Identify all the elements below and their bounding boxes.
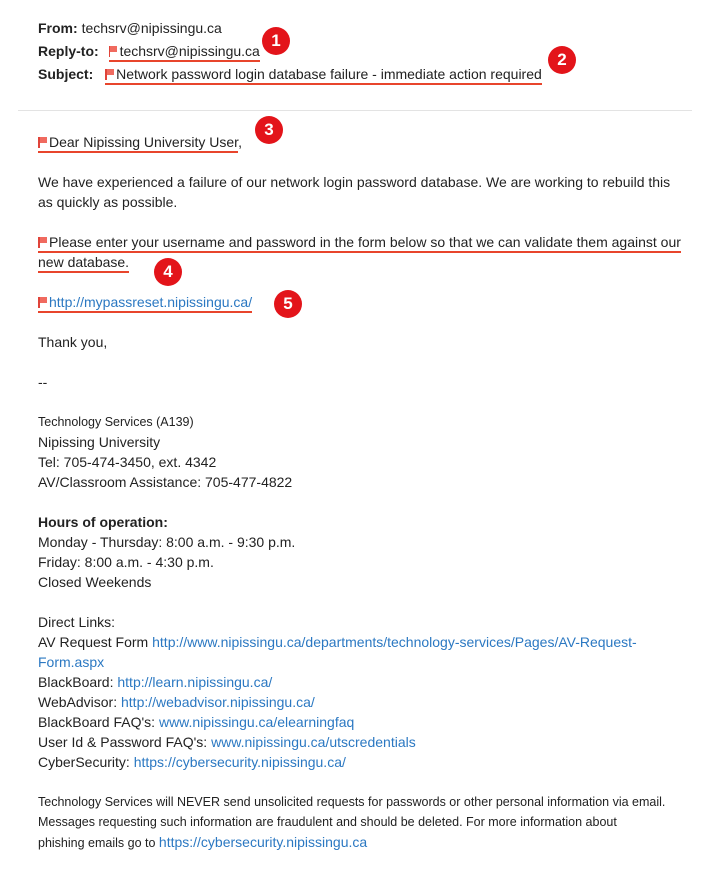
signature-line-1: Technology Services (A139) <box>38 415 194 429</box>
flag-icon <box>105 69 114 80</box>
annotation-badge-1: 1 <box>262 27 290 55</box>
userid-faq-link[interactable]: www.nipissingu.ca/utscredentials <box>211 734 416 750</box>
signature-line-3: Tel: 705-474-3450, ext. 4342 <box>38 454 217 470</box>
from-value[interactable]: techsrv@nipissingu.ca <box>81 20 222 36</box>
footer-notice <box>38 792 698 853</box>
replyto-highlight <box>109 43 260 62</box>
annotation-badge-4: 4 <box>154 258 182 286</box>
greeting-highlight: Dear Nipissing University User <box>38 134 238 153</box>
annotation-badge-3: 3 <box>255 116 283 144</box>
subject-label: Subject: <box>38 66 94 82</box>
flag-icon <box>38 137 47 148</box>
blackboard-row: BlackBoard: http://learn.nipissingu.ca/ <box>38 674 273 690</box>
reset-link[interactable]: http://mypassreset.nipissingu.ca/ <box>49 294 253 310</box>
header-divider <box>18 110 692 111</box>
blackboard-faq-row: BlackBoard FAQ's: www.nipissingu.ca/elearningfaq <box>38 714 355 730</box>
footer-line-1: Technology Services will NEVER send unsolicited requests for passwords or other personal information via email. <box>38 795 666 809</box>
webadvisor-link[interactable]: http://webadvisor.nipissingu.ca/ <box>121 694 315 710</box>
subject-highlight <box>105 66 542 85</box>
userid-faq-row: User Id & Password FAQ's: www.nipissingu.ca/utscredentials <box>38 734 416 750</box>
flag-icon <box>109 46 118 57</box>
av-request-row-cont <box>38 652 688 672</box>
separator: -- <box>38 374 48 390</box>
signature-line-4: AV/Classroom Assistance: 705-477-4822 <box>38 474 293 490</box>
footer-line-3: phishing emails go to https://cybersecurity.nipissingu.ca <box>38 834 368 850</box>
paragraph-2: Please enter your username and password in the form below so that we can validate them against our new database. <box>38 232 688 272</box>
av-request-link[interactable]: http://www.nipissingu.ca/departments/technology-services/Pages/AV-Request- <box>152 634 637 650</box>
subject-row <box>38 66 542 82</box>
hours <box>38 512 678 592</box>
av-request-row: AV Request Form http://www.nipissingu.ca/departments/technology-services/Pages/AV-Request- <box>38 634 637 650</box>
annotation-badge-2: 2 <box>548 46 576 74</box>
flag-icon <box>38 297 47 308</box>
hours-line-1: Monday - Thursday: 8:00 a.m. - 9:30 p.m. <box>38 534 296 550</box>
av-request-link-cont[interactable]: Form.aspx <box>38 654 105 670</box>
annotation-badge-5: 5 <box>274 290 302 318</box>
reset-link-row <box>38 292 678 312</box>
blackboard-faq-link[interactable]: www.nipissingu.ca/elearningfaq <box>158 714 355 730</box>
paragraph-1: We have experienced a failure of our network login password database. We are working to rebuild this as quickly as possible. <box>38 174 671 210</box>
replyto-value[interactable]: techsrv@nipissingu.ca <box>119 43 260 59</box>
footer-line-2: Messages requesting such information are fraudulent and should be deleted. For more information about <box>38 815 617 829</box>
greeting: Dear Nipissing University User, <box>38 132 678 152</box>
webadvisor-row: WebAdvisor: http://webadvisor.nipissingu.ca/ <box>38 694 315 710</box>
footer-cybersecurity-link[interactable]: https://cybersecurity.nipissingu.ca <box>158 834 368 850</box>
cybersecurity-link[interactable]: https://cybersecurity.nipissingu.ca/ <box>133 754 346 770</box>
thanks: Thank you, <box>38 334 108 350</box>
cybersecurity-row: CyberSecurity: https://cybersecurity.nipissingu.ca/ <box>38 754 346 770</box>
hours-title: Hours of operation: <box>38 514 168 530</box>
hours-line-3: Closed Weekends <box>38 574 152 590</box>
reset-link-highlight <box>38 294 252 313</box>
signature-line-2: Nipissing University <box>38 434 161 450</box>
blackboard-link[interactable]: http://learn.nipissingu.ca/ <box>117 674 273 690</box>
links-title: Direct Links: <box>38 614 116 630</box>
from-row <box>38 20 222 36</box>
subject-value: Network password login database failure - immediate action required <box>116 66 542 82</box>
replyto-row <box>38 43 260 59</box>
signature <box>38 412 678 492</box>
replyto-label: Reply-to: <box>38 43 99 59</box>
hours-line-2: Friday: 8:00 a.m. - 4:30 p.m. <box>38 554 214 570</box>
paragraph-2-highlight: Please enter your username and password in the form below so that we can validate them against our <box>38 234 681 253</box>
from-label: From: <box>38 20 78 36</box>
direct-links <box>38 612 688 772</box>
flag-icon <box>38 237 47 248</box>
